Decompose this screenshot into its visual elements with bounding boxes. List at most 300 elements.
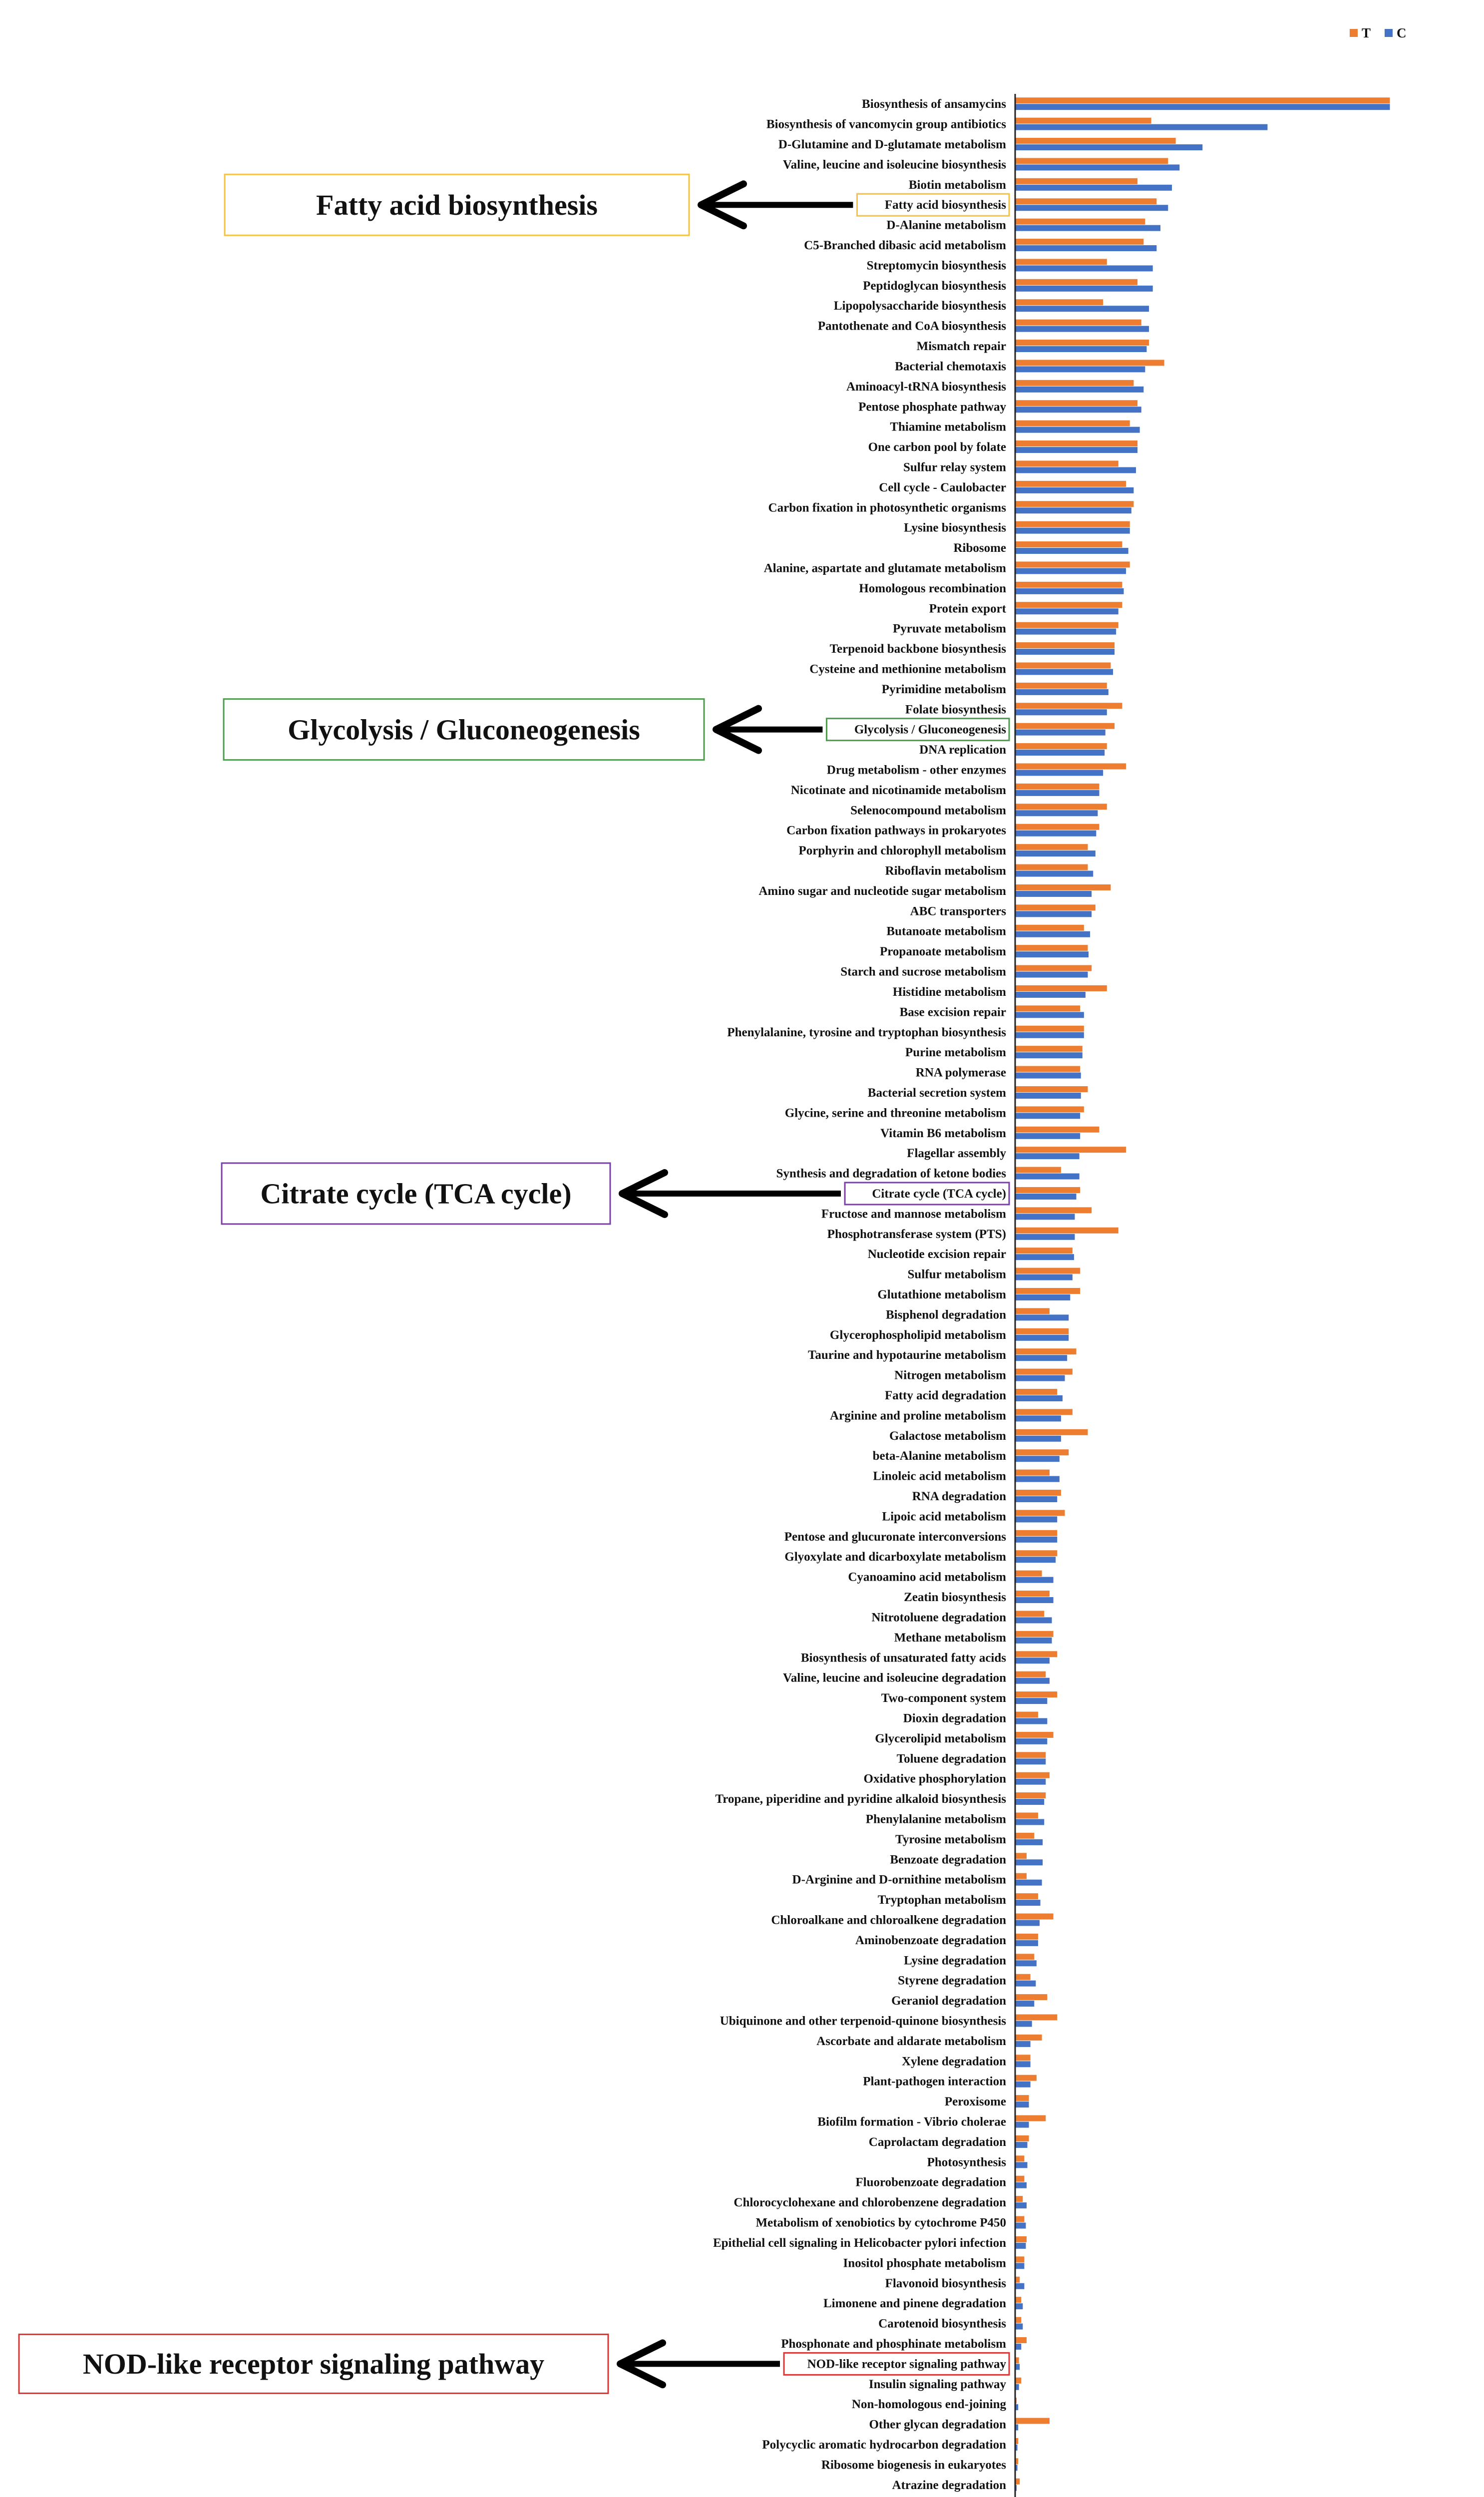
category-label: Fatty acid biosynthesis (884, 198, 1006, 212)
bar-t-ascorbate-and-aldarate-metabolism (1015, 2035, 1042, 2041)
category-label: Glycerolipid metabolism (875, 1731, 1006, 1745)
bar-t-abc-transporters (1015, 904, 1096, 910)
category-label: Ascorbate and aldarate metabolism (816, 2034, 1006, 2048)
category-label: Sulfur relay system (903, 460, 1006, 474)
bar-c-pyruvate-metabolism (1015, 629, 1116, 635)
category-label: Peptidoglycan biosynthesis (863, 279, 1006, 293)
bar-c-toluene-degradation (1015, 1758, 1046, 1764)
category-label: Insulin signaling pathway (868, 2377, 1006, 2391)
category-label: Fatty acid degradation (884, 1389, 1006, 1403)
category-label: Tryptophan metabolism (877, 1893, 1006, 1907)
bar-t-peroxisome (1015, 2095, 1029, 2101)
category-label: Caprolactam degradation (868, 2135, 1006, 2149)
bar-c-citrate-cycle-tca-cycle (1015, 1194, 1077, 1200)
category-label: DNA replication (919, 743, 1006, 757)
bar-c-bisphenol-degradation (1015, 1314, 1069, 1320)
bar-c-sulfur-metabolism (1015, 1274, 1073, 1280)
bar-t-glutathione-metabolism (1015, 1288, 1080, 1294)
category-label: Glycerophospholipid metabolism (829, 1328, 1006, 1342)
category-label: Carbon fixation pathways in prokaryotes (786, 824, 1006, 837)
category-label: Phosphotransferase system (PTS) (827, 1227, 1006, 1241)
category-label: Streptomycin biosynthesis (866, 259, 1006, 273)
bar-c-histidine-metabolism (1015, 992, 1086, 998)
bar-c-ascorbate-and-aldarate-metabolism (1015, 2041, 1031, 2047)
bar-t-pentose-phosphate-pathway (1015, 400, 1137, 406)
bar-t-cyanoamino-acid-metabolism (1015, 1571, 1042, 1577)
bar-t-photosynthesis (1015, 2155, 1024, 2161)
bar-c-pyrimidine-metabolism (1015, 689, 1109, 695)
bar-c-tryptophan-metabolism (1015, 1900, 1041, 1906)
category-label: Photosynthesis (927, 2155, 1006, 2169)
bar-c-epithelial-cell-signaling-in-helicobacter-pylori-infection (1015, 2243, 1026, 2249)
bar-t-thiamine-metabolism (1015, 420, 1130, 426)
bar-c-nucleotide-excision-repair (1015, 1254, 1074, 1260)
bar-t-bacterial-secretion-system (1015, 1086, 1088, 1092)
bar-c-arginine-and-proline-metabolism (1015, 1415, 1061, 1421)
category-label: Aminoacyl-tRNA biosynthesis (846, 380, 1006, 394)
category-label: Homologous recombination (859, 581, 1006, 595)
axes (1015, 94, 1474, 2497)
category-label: Toluene degradation (896, 1752, 1006, 1766)
bar-t-biofilm-formation-vibrio-cholerae (1015, 2115, 1046, 2121)
category-label: Pantothenate and CoA biosynthesis (817, 319, 1006, 333)
category-label: Mismatch repair (916, 340, 1006, 354)
bar-t-xylene-degradation (1015, 2055, 1031, 2061)
category-label: Phenylalanine metabolism (865, 1812, 1006, 1826)
category-label: Plant-pathogen interaction (863, 2075, 1006, 2088)
bar-t-beta-alanine-metabolism (1015, 1449, 1069, 1455)
bar-t-lipopolysaccharide-biosynthesis (1015, 299, 1103, 305)
bar-t-vitamin-b6-metabolism (1015, 1127, 1099, 1133)
category-label: Galactose metabolism (889, 1429, 1006, 1443)
callout-text: Glycolysis / Gluconeogenesis (288, 713, 640, 746)
category-label: Valine, leucine and isoleucine degradation (782, 1671, 1006, 1685)
bar-c-abc-transporters (1015, 911, 1092, 917)
category-label: Flagellar assembly (907, 1147, 1006, 1161)
bar-c-rna-degradation (1015, 1496, 1057, 1502)
bar-t-valine-leucine-and-isoleucine-biosynthesis (1015, 158, 1168, 164)
bar-c-one-carbon-pool-by-folate (1015, 447, 1137, 453)
bar-c-vitamin-b6-metabolism (1015, 1133, 1080, 1139)
bar-c-base-excision-repair (1015, 1012, 1084, 1018)
bar-t-synthesis-and-degradation-of-ketone-bodies (1015, 1167, 1061, 1173)
bar-t-glycolysis-gluconeogenesis (1015, 723, 1114, 729)
category-label: Butanoate metabolism (886, 924, 1006, 938)
bar-c-pantothenate-and-coa-biosynthesis (1015, 326, 1149, 332)
bar-c-geraniol-degradation (1015, 2001, 1034, 2007)
bar-t-phenylalanine-tyrosine-and-tryptophan-biosynthesis (1015, 1026, 1084, 1032)
callout-text: Citrate cycle (TCA cycle) (260, 1177, 572, 1210)
bar-c-glycerolipid-metabolism (1015, 1738, 1047, 1744)
category-label: Glycolysis / Gluconeogenesis (854, 723, 1006, 737)
category-label: D-Glutamine and D-glutamate metabolism (778, 138, 1006, 152)
bar-c-styrene-degradation (1015, 1981, 1036, 1987)
bar-t-sulfur-metabolism (1015, 1268, 1080, 1274)
category-label: ABC transporters (910, 904, 1006, 918)
bar-c-methane-metabolism (1015, 1638, 1052, 1644)
category-label: Cyanoamino acid metabolism (848, 1570, 1006, 1584)
category-label: Xylene degradation (901, 2055, 1006, 2069)
category-label: Starch and sucrose metabolism (840, 965, 1006, 979)
bar-t-bisphenol-degradation (1015, 1308, 1050, 1314)
category-label: RNA polymerase (915, 1066, 1006, 1080)
category-label: C5-Branched dibasic acid metabolism (804, 239, 1006, 253)
bar-c-carbon-fixation-in-photosynthetic-organisms (1015, 507, 1131, 513)
bar-t-taurine-and-hypotaurine-metabolism (1015, 1348, 1077, 1354)
bar-t-caprolactam-degradation (1015, 2135, 1029, 2141)
bar-t-biosynthesis-of-unsaturated-fatty-acids (1015, 1651, 1057, 1657)
bar-c-pentose-and-glucuronate-interconversions (1015, 1537, 1057, 1543)
category-label: Citrate cycle (TCA cycle) (872, 1187, 1006, 1201)
bar-c-fatty-acid-biosynthesis (1015, 205, 1168, 211)
bar-c-thiamine-metabolism (1015, 427, 1140, 433)
category-label: Biotin metabolism (908, 178, 1006, 192)
bar-c-lysine-biosynthesis (1015, 528, 1130, 534)
bar-c-cell-cycle-caulobacter (1015, 487, 1133, 493)
bar-c-synthesis-and-degradation-of-ketone-bodies (1015, 1174, 1080, 1180)
bars-group (1015, 97, 1390, 2497)
bar-c-xylene-degradation (1015, 2061, 1031, 2067)
bar-t-phosphotransferase-system-pts (1015, 1228, 1118, 1234)
category-label: Histidine metabolism (892, 985, 1006, 999)
bar-t-dioxin-degradation (1015, 1711, 1038, 1717)
bar-c-chlorocyclohexane-and-chlorobenzene-degradation (1015, 2202, 1027, 2208)
category-label: Purine metabolism (905, 1046, 1006, 1060)
category-label: Riboflavin metabolism (885, 864, 1006, 878)
bar-c-oxidative-phosphorylation (1015, 1779, 1046, 1785)
category-label: Bisphenol degradation (885, 1308, 1006, 1322)
category-label: Base excision repair (899, 1005, 1006, 1019)
category-label: Alanine, aspartate and glutamate metabolism (763, 561, 1006, 575)
bar-c-biotin-metabolism (1015, 185, 1172, 191)
bar-t-pyruvate-metabolism (1015, 622, 1118, 628)
bar-t-glycerolipid-metabolism (1015, 1732, 1054, 1738)
bar-t-riboflavin-metabolism (1015, 864, 1088, 870)
bar-c-caprolactam-degradation (1015, 2142, 1028, 2148)
bar-c-carotenoid-biosynthesis (1015, 2324, 1023, 2330)
bar-t-carotenoid-biosynthesis (1015, 2317, 1021, 2323)
bar-t-styrene-degradation (1015, 1974, 1031, 1980)
bar-c-d-arginine-and-d-ornithine-metabolism (1015, 1880, 1042, 1886)
bar-t-valine-leucine-and-isoleucine-degradation (1015, 1671, 1046, 1677)
category-label: Other glycan degradation (869, 2418, 1006, 2432)
category-label: Lysine biosynthesis (904, 521, 1006, 535)
bar-c-tyrosine-metabolism (1015, 1839, 1043, 1845)
bar-t-insulin-signaling-pathway (1015, 2378, 1021, 2384)
bar-c-metabolism-of-xenobiotics-by-cytochrome-p450 (1015, 2223, 1026, 2229)
bar-c-phenylalanine-tyrosine-and-tryptophan-biosynthesis (1015, 1032, 1084, 1038)
bar-c-phenylalanine-metabolism (1015, 1819, 1044, 1825)
category-label: Cysteine and methionine metabolism (809, 662, 1006, 676)
category-label: Sulfur metabolism (907, 1267, 1006, 1281)
bar-c-aminoacyl-trna-biosynthesis (1015, 387, 1143, 393)
bar-t-phosphonate-and-phosphinate-metabolism (1015, 2337, 1027, 2343)
category-label: Selenocompound metabolism (850, 804, 1006, 818)
category-label: Atrazine degradation (892, 2478, 1006, 2492)
bar-c-linoleic-acid-metabolism (1015, 1476, 1060, 1482)
bar-t-glycerophospholipid-metabolism (1015, 1328, 1069, 1334)
bar-c-protein-export (1015, 608, 1118, 614)
category-label: Chlorocyclohexane and chlorobenzene degradation (734, 2196, 1006, 2210)
bar-c-lysine-degradation (1015, 1960, 1037, 1966)
category-label: Lysine degradation (904, 1954, 1006, 1968)
bar-c-taurine-and-hypotaurine-metabolism (1015, 1355, 1067, 1361)
category-label: D-Alanine metabolism (886, 218, 1006, 232)
bar-c-mismatch-repair (1015, 346, 1146, 352)
bar-t-limonene-and-pinene-degradation (1015, 2297, 1021, 2303)
bar-c-biosynthesis-of-vancomycin-group-antibiotics (1015, 124, 1267, 130)
category-label: Bacterial secretion system (867, 1086, 1006, 1100)
category-label: Tropane, piperidine and pyridine alkaloid biosynthesis (715, 1792, 1006, 1806)
legend-swatch-t (1350, 29, 1358, 37)
bar-c-ubiquinone-and-other-terpenoid-quinone-biosynthesis (1015, 2021, 1032, 2027)
bar-t-propanoate-metabolism (1015, 945, 1088, 951)
bar-t-metabolism-of-xenobiotics-by-cytochrome-p450 (1015, 2216, 1024, 2222)
bar-c-rna-polymerase (1015, 1073, 1081, 1079)
bar-c-riboflavin-metabolism (1015, 871, 1093, 877)
bar-c-beta-alanine-metabolism (1015, 1456, 1060, 1462)
category-label: Non-homologous end-joining (851, 2398, 1006, 2412)
category-label: NOD-like receptor signaling pathway (807, 2357, 1006, 2371)
category-label: Lipoic acid metabolism (882, 1510, 1006, 1524)
bar-c-fatty-acid-degradation (1015, 1395, 1063, 1401)
category-label: Geraniol degradation (891, 1994, 1006, 2008)
bar-t-starch-and-sucrose-metabolism (1015, 965, 1092, 971)
bar-c-peroxisome (1015, 2101, 1029, 2107)
bar-c-fluorobenzoate-degradation (1015, 2182, 1027, 2188)
bar-t-histidine-metabolism (1015, 985, 1107, 991)
category-label: Biosynthesis of ansamycins (862, 97, 1006, 111)
category-label: Zeatin biosynthesis (904, 1591, 1006, 1605)
bar-t-glyoxylate-and-dicarboxylate-metabolism (1015, 1550, 1057, 1556)
bar-t-tryptophan-metabolism (1015, 1893, 1038, 1899)
bar-c-folate-biosynthesis (1015, 709, 1107, 715)
bar-t-lipoic-acid-metabolism (1015, 1510, 1065, 1516)
bar-t-biotin-metabolism (1015, 178, 1137, 184)
bar-c-limonene-and-pinene-degradation (1015, 2303, 1023, 2309)
category-label: RNA degradation (912, 1490, 1006, 1504)
bar-c-biofilm-formation-vibrio-cholerae (1015, 2122, 1029, 2128)
bar-t-folate-biosynthesis (1015, 703, 1122, 709)
bar-t-rna-polymerase (1015, 1066, 1080, 1072)
bar-t-aminobenzoate-degradation (1015, 1934, 1038, 1940)
category-label: Porphyrin and chlorophyll metabolism (798, 844, 1006, 858)
bar-t-plant-pathogen-interaction (1015, 2075, 1037, 2081)
bar-c-carbon-fixation-pathways-in-prokaryotes (1015, 831, 1096, 836)
category-label: Pyruvate metabolism (892, 622, 1006, 636)
bar-t-d-glutamine-and-d-glutamate-metabolism (1015, 138, 1176, 144)
bar-c-lipopolysaccharide-biosynthesis (1015, 306, 1149, 312)
bar-t-pyrimidine-metabolism (1015, 683, 1107, 689)
bar-t-lysine-biosynthesis (1015, 521, 1130, 527)
bar-c-selenocompound-metabolism (1015, 810, 1098, 816)
bar-t-tyrosine-metabolism (1015, 1833, 1034, 1839)
category-label: Phosphonate and phosphinate metabolism (781, 2337, 1006, 2351)
bar-t-fatty-acid-degradation (1015, 1389, 1057, 1395)
bar-c-cysteine-and-methionine-metabolism (1015, 669, 1113, 675)
category-label: Amino sugar and nucleotide sugar metabolism (758, 884, 1006, 898)
bar-c-sulfur-relay-system (1015, 467, 1136, 473)
legend-label-c: C (1397, 25, 1407, 40)
bar-t-rna-degradation (1015, 1490, 1061, 1496)
bar-t-dna-replication (1015, 743, 1107, 749)
category-label: Thiamine metabolism (890, 420, 1006, 434)
category-label: Glyoxylate and dicarboxylate metabolism (784, 1550, 1006, 1564)
bar-t-inositol-phosphate-metabolism (1015, 2256, 1024, 2262)
bar-c-valine-leucine-and-isoleucine-biosynthesis (1015, 164, 1179, 170)
bar-t-peptidoglycan-biosynthesis (1015, 279, 1137, 285)
bar-c-two-component-system (1015, 1698, 1047, 1704)
category-label: beta-Alanine metabolism (872, 1449, 1006, 1463)
bar-t-galactose-metabolism (1015, 1429, 1088, 1435)
bar-c-streptomycin-biosynthesis (1015, 265, 1153, 271)
category-label: Methane metabolism (894, 1631, 1006, 1645)
category-label: Polycyclic aromatic hydrocarbon degradation (762, 2438, 1006, 2452)
category-label: Biofilm formation - Vibrio cholerae (817, 2115, 1006, 2129)
bar-t-glycine-serine-and-threonine-metabolism (1015, 1106, 1084, 1112)
bar-c-glycine-serine-and-threonine-metabolism (1015, 1113, 1080, 1119)
bar-c-biosynthesis-of-ansamycins (1015, 104, 1390, 110)
bar-t-sulfur-relay-system (1015, 460, 1118, 466)
category-label: Pentose phosphate pathway (858, 400, 1006, 414)
category-label: Carbon fixation in photosynthetic organisms (768, 501, 1006, 515)
category-label: Valine, leucine and isoleucine biosynthesis (782, 158, 1006, 172)
category-label: Pentose and glucuronate interconversions (784, 1530, 1006, 1544)
category-label: D-Arginine and D-ornithine metabolism (792, 1873, 1006, 1887)
bar-c-drug-metabolism-other-enzymes (1015, 770, 1103, 776)
bar-t-two-component-system (1015, 1691, 1057, 1697)
bar-t-nitrogen-metabolism (1015, 1369, 1073, 1375)
bar-t-biosynthesis-of-vancomycin-group-antibiotics (1015, 118, 1151, 124)
bar-c-glycolysis-gluconeogenesis (1015, 730, 1106, 736)
bar-c-photosynthesis (1015, 2162, 1028, 2168)
category-label: Peroxisome (944, 2095, 1006, 2109)
bar-t-carbon-fixation-pathways-in-prokaryotes (1015, 824, 1099, 830)
category-label: Ribosome biogenesis in eukaryotes (821, 2458, 1006, 2472)
bar-c-cyanoamino-acid-metabolism (1015, 1577, 1054, 1583)
category-label: Arginine and proline metabolism (829, 1409, 1006, 1423)
bar-t-oxidative-phosphorylation (1015, 1772, 1050, 1778)
bar-t-d-alanine-metabolism (1015, 219, 1145, 225)
bar-t-epithelial-cell-signaling-in-helicobacter-pylori-infection (1015, 2236, 1027, 2242)
category-label: Epithelial cell signaling in Helicobacter pylori infection (713, 2236, 1006, 2250)
category-label: Phenylalanine, tyrosine and tryptophan biosynthesis (727, 1025, 1006, 1039)
bar-t-toluene-degradation (1015, 1752, 1046, 1758)
bar-c-flagellar-assembly (1015, 1153, 1080, 1159)
category-label: Tyrosine metabolism (895, 1832, 1006, 1846)
bar-c-peptidoglycan-biosynthesis (1015, 286, 1153, 292)
category-label: Fructose and mannose metabolism (821, 1207, 1006, 1221)
bar-t-purine-metabolism (1015, 1046, 1083, 1052)
category-label: Fluorobenzoate degradation (855, 2175, 1006, 2189)
bar-c-bacterial-chemotaxis (1015, 366, 1145, 372)
bar-c-ribosome (1015, 548, 1128, 554)
bar-c-fructose-and-mannose-metabolism (1015, 1214, 1075, 1220)
category-label: Bacterial chemotaxis (895, 360, 1006, 374)
bar-t-d-arginine-and-d-ornithine-metabolism (1015, 1873, 1027, 1879)
category-label: Limonene and pinene degradation (823, 2297, 1006, 2311)
category-label: Benzoate degradation (890, 1853, 1006, 1867)
bar-c-glutathione-metabolism (1015, 1294, 1070, 1300)
bar-t-ribosome (1015, 541, 1122, 547)
bar-c-phosphotransferase-system-pts (1015, 1234, 1075, 1240)
bar-c-d-glutamine-and-d-glutamate-metabolism (1015, 144, 1202, 150)
bar-c-inositol-phosphate-metabolism (1015, 2263, 1024, 2269)
bar-t-alanine-aspartate-and-glutamate-metabolism (1015, 561, 1130, 567)
bar-t-methane-metabolism (1015, 1631, 1054, 1637)
category-label: One carbon pool by folate (868, 440, 1006, 454)
bar-c-nitrotoluene-degradation (1015, 1617, 1052, 1623)
bar-t-cell-cycle-caulobacter (1015, 481, 1126, 487)
bar-t-benzoate-degradation (1015, 1853, 1027, 1859)
bar-t-ubiquinone-and-other-terpenoid-quinone-biosynthesis (1015, 2015, 1057, 2021)
bar-c-pentose-phosphate-pathway (1015, 407, 1141, 413)
bar-t-bacterial-chemotaxis (1015, 360, 1164, 366)
category-label: Nicotinate and nicotinamide metabolism (790, 783, 1006, 797)
category-label: Ribosome (953, 541, 1006, 555)
category-label: Carotenoid biosynthesis (878, 2317, 1006, 2331)
bar-t-terpenoid-backbone-biosynthesis (1015, 642, 1114, 648)
bar-c-zeatin-biosynthesis (1015, 1597, 1054, 1603)
bar-t-porphyrin-and-chlorophyll-metabolism (1015, 844, 1088, 850)
bar-c-nitrogen-metabolism (1015, 1375, 1065, 1381)
category-label: Protein export (929, 602, 1006, 616)
bar-t-nucleotide-excision-repair (1015, 1248, 1073, 1253)
bar-t-nitrotoluene-degradation (1015, 1611, 1044, 1617)
bar-c-bacterial-secretion-system (1015, 1093, 1081, 1099)
category-label: Propanoate metabolism (880, 945, 1006, 959)
bar-t-streptomycin-biosynthesis (1015, 259, 1107, 265)
category-label: Nitrotoluene degradation (871, 1611, 1006, 1625)
callout-text: NOD-like receptor signaling pathway (82, 2348, 545, 2381)
category-label: Nucleotide excision repair (867, 1248, 1006, 1261)
bar-c-chloroalkane-and-chloroalkene-degradation (1015, 1920, 1040, 1926)
category-label: Vitamin B6 metabolism (880, 1126, 1006, 1140)
category-label: Aminobenzoate degradation (855, 1933, 1006, 1947)
bar-t-pentose-and-glucuronate-interconversions (1015, 1530, 1057, 1536)
bar-t-fructose-and-mannose-metabolism (1015, 1207, 1092, 1213)
bar-c-tropane-piperidine-and-pyridine-alkaloid-biosynthesis (1015, 1799, 1044, 1805)
bar-c-c5-branched-dibasic-acid-metabolism (1015, 245, 1156, 251)
category-label: Metabolism of xenobiotics by cytochrome P450 (755, 2216, 1006, 2230)
category-label: Synthesis and degradation of ketone bodies (776, 1167, 1006, 1181)
legend (1350, 25, 1407, 40)
bar-c-plant-pathogen-interaction (1015, 2081, 1031, 2087)
bar-t-aminoacyl-trna-biosynthesis (1015, 380, 1133, 386)
bar-t-c5-branched-dibasic-acid-metabolism (1015, 239, 1143, 245)
bar-c-dna-replication (1015, 750, 1105, 756)
bar-t-chlorocyclohexane-and-chlorobenzene-degradation (1015, 2196, 1023, 2202)
bar-c-galactose-metabolism (1015, 1436, 1061, 1442)
bar-c-starch-and-sucrose-metabolism (1015, 972, 1088, 978)
bar-t-arginine-and-proline-metabolism (1015, 1409, 1073, 1415)
bar-c-dioxin-degradation (1015, 1718, 1047, 1724)
category-label: Cell cycle - Caulobacter (879, 480, 1006, 494)
bar-c-benzoate-degradation (1015, 1859, 1043, 1865)
bar-t-fatty-acid-biosynthesis (1015, 198, 1156, 204)
bar-c-porphyrin-and-chlorophyll-metabolism (1015, 850, 1096, 856)
bar-c-glyoxylate-and-dicarboxylate-metabolism (1015, 1557, 1056, 1563)
category-label: Glycine, serine and threonine metabolism (784, 1106, 1006, 1120)
bar-t-one-carbon-pool-by-folate (1015, 440, 1137, 446)
bar-c-valine-leucine-and-isoleucine-degradation (1015, 1678, 1050, 1684)
bar-t-geraniol-degradation (1015, 1994, 1047, 2000)
category-label: Dioxin degradation (903, 1711, 1006, 1725)
bar-c-homologous-recombination (1015, 588, 1123, 594)
bar-c-nicotinate-and-nicotinamide-metabolism (1015, 790, 1099, 796)
category-label: Glutathione metabolism (877, 1287, 1006, 1301)
category-label: Oxidative phosphorylation (863, 1772, 1006, 1786)
